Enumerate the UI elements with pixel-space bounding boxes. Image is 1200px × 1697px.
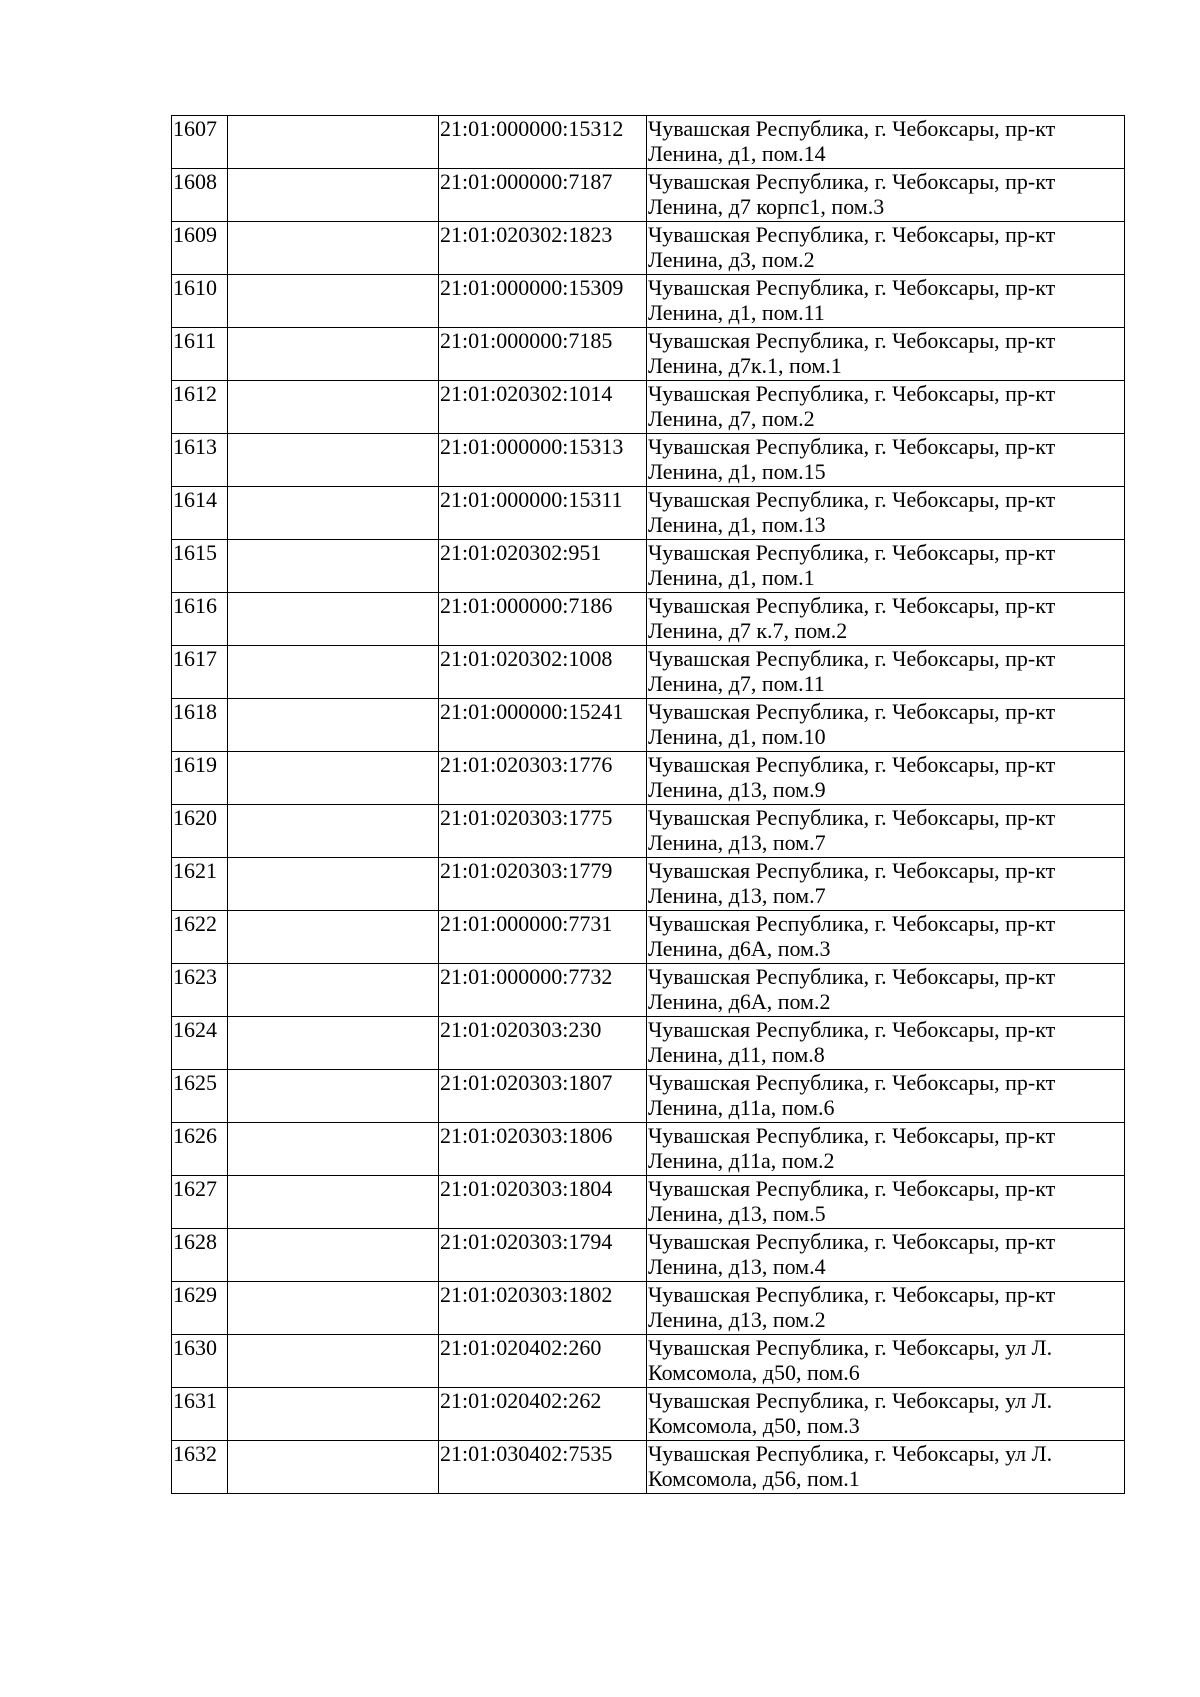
- address-cell: [647, 911, 1125, 964]
- table-row: [172, 169, 1125, 222]
- owner-cell: [228, 381, 439, 434]
- table-row: [172, 275, 1125, 328]
- address-line-2: Ленина, д11а, пом.2: [648, 1148, 835, 1173]
- address-line-1: Чувашская Республика, г. Чебоксары, пр-кт: [648, 434, 1056, 459]
- cadastral-number: 21:01:030402:7535: [439, 1441, 647, 1494]
- address-line-2: Ленина, д13, пом.2: [648, 1307, 826, 1332]
- cadastral-number: 21:01:020303:1794: [439, 1229, 647, 1282]
- address-line-1: Чувашская Республика, г. Чебоксары, пр-кт: [648, 1282, 1056, 1307]
- table-row: [172, 911, 1125, 964]
- address-line-2: Комсомола, д50, пом.6: [648, 1360, 860, 1385]
- address-cell: [647, 1335, 1125, 1388]
- cadastral-number: 21:01:020302:1823: [439, 222, 647, 275]
- table-row: [172, 646, 1125, 699]
- owner-cell: [228, 328, 439, 381]
- address-cell: [647, 1017, 1125, 1070]
- address-line-2: Комсомола, д56, пом.1: [648, 1466, 860, 1491]
- row-number: 1610: [172, 275, 228, 328]
- address-cell: [647, 116, 1125, 169]
- address-line-1: Чувашская Республика, г. Чебоксары, пр-кт: [648, 699, 1056, 724]
- row-number: 1615: [172, 540, 228, 593]
- cadastral-number: 21:01:020303:1807: [439, 1070, 647, 1123]
- cadastral-number: 21:01:020302:951: [439, 540, 647, 593]
- address-line-2: Ленина, д7 к.7, пом.2: [648, 618, 848, 643]
- cadastral-number: 21:01:000000:15309: [439, 275, 647, 328]
- cadastral-number: 21:01:020303:1802: [439, 1282, 647, 1335]
- owner-cell: [228, 275, 439, 328]
- table-row: [172, 752, 1125, 805]
- table-row: [172, 1176, 1125, 1229]
- table-row: [172, 1229, 1125, 1282]
- address-line-1: Чувашская Республика, г. Чебоксары, пр-кт: [648, 540, 1056, 565]
- row-number: 1629: [172, 1282, 228, 1335]
- cadastral-number: 21:01:020402:262: [439, 1388, 647, 1441]
- address-cell: [647, 593, 1125, 646]
- row-number: 1611: [172, 328, 228, 381]
- row-number: 1625: [172, 1070, 228, 1123]
- address-line-2: Ленина, д7 корпс1, пом.3: [648, 194, 885, 219]
- address-cell: [647, 699, 1125, 752]
- address-line-2: Ленина, д7к.1, пом.1: [648, 353, 842, 378]
- address-line-1: Чувашская Республика, г. Чебоксары, ул Л.: [648, 1388, 1053, 1413]
- table-row: [172, 805, 1125, 858]
- address-cell: [647, 434, 1125, 487]
- address-line-2: Ленина, д1, пом.11: [648, 300, 825, 325]
- owner-cell: [228, 1335, 439, 1388]
- address-cell: [647, 964, 1125, 1017]
- address-cell: [647, 275, 1125, 328]
- row-number: 1624: [172, 1017, 228, 1070]
- address-cell: [647, 1282, 1125, 1335]
- table-row: [172, 381, 1125, 434]
- address-line-1: Чувашская Республика, г. Чебоксары, пр-кт: [648, 328, 1056, 353]
- row-number: 1619: [172, 752, 228, 805]
- address-cell: [647, 1176, 1125, 1229]
- address-line-1: Чувашская Республика, г. Чебоксары, пр-кт: [648, 1176, 1056, 1201]
- owner-cell: [228, 646, 439, 699]
- table-row: [172, 1070, 1125, 1123]
- table-row: [172, 487, 1125, 540]
- address-line-2: Ленина, д7, пом.2: [648, 406, 815, 431]
- table-row: [172, 699, 1125, 752]
- owner-cell: [228, 1441, 439, 1494]
- owner-cell: [228, 434, 439, 487]
- cadastral-number: 21:01:020303:1806: [439, 1123, 647, 1176]
- address-line-2: Ленина, д6А, пом.3: [648, 936, 831, 961]
- row-number: 1632: [172, 1441, 228, 1494]
- owner-cell: [228, 169, 439, 222]
- address-cell: [647, 328, 1125, 381]
- address-line-1: Чувашская Республика, г. Чебоксары, пр-кт: [648, 381, 1056, 406]
- address-cell: [647, 805, 1125, 858]
- row-number: 1616: [172, 593, 228, 646]
- address-line-2: Ленина, д1, пом.13: [648, 512, 826, 537]
- owner-cell: [228, 540, 439, 593]
- table-row: [172, 1388, 1125, 1441]
- cadastral-number: 21:01:000000:7732: [439, 964, 647, 1017]
- owner-cell: [228, 699, 439, 752]
- owner-cell: [228, 964, 439, 1017]
- cadastral-number: 21:01:020402:260: [439, 1335, 647, 1388]
- owner-cell: [228, 487, 439, 540]
- address-line-2: Ленина, д13, пом.4: [648, 1254, 826, 1279]
- owner-cell: [228, 593, 439, 646]
- address-cell: [647, 169, 1125, 222]
- cadastral-number: 21:01:000000:15311: [439, 487, 647, 540]
- address-line-2: Ленина, д6А, пом.2: [648, 989, 831, 1014]
- address-line-1: Чувашская Республика, г. Чебоксары, пр-кт: [648, 805, 1056, 830]
- address-cell: [647, 222, 1125, 275]
- address-line-1: Чувашская Республика, г. Чебоксары, пр-кт: [648, 222, 1056, 247]
- address-line-2: Ленина, д13, пом.5: [648, 1201, 826, 1226]
- address-line-1: Чувашская Республика, г. Чебоксары, пр-кт: [648, 1017, 1056, 1042]
- address-cell: [647, 752, 1125, 805]
- row-number: 1621: [172, 858, 228, 911]
- table-row: [172, 328, 1125, 381]
- table-row: [172, 116, 1125, 169]
- cadastral-number: 21:01:020303:1779: [439, 858, 647, 911]
- address-line-2: Ленина, д13, пом.9: [648, 777, 826, 802]
- cadastral-number: 21:01:000000:15313: [439, 434, 647, 487]
- table-row: [172, 593, 1125, 646]
- owner-cell: [228, 752, 439, 805]
- address-line-1: Чувашская Республика, г. Чебоксары, пр-кт: [648, 487, 1056, 512]
- address-line-1: Чувашская Республика, г. Чебоксары, пр-кт: [648, 116, 1056, 141]
- address-cell: [647, 1070, 1125, 1123]
- row-number: 1612: [172, 381, 228, 434]
- row-number: 1618: [172, 699, 228, 752]
- cadastral-number: 21:01:000000:7187: [439, 169, 647, 222]
- row-number: 1628: [172, 1229, 228, 1282]
- address-cell: [647, 1388, 1125, 1441]
- address-line-2: Ленина, д1, пом.10: [648, 724, 826, 749]
- table-row: [172, 1441, 1125, 1494]
- cadastral-number: 21:01:000000:7186: [439, 593, 647, 646]
- address-line-2: Ленина, д13, пом.7: [648, 830, 826, 855]
- cadastral-number: 21:01:000000:15241: [439, 699, 647, 752]
- address-cell: [647, 858, 1125, 911]
- cadastral-number: 21:01:020303:1804: [439, 1176, 647, 1229]
- row-number: 1631: [172, 1388, 228, 1441]
- address-line-2: Ленина, д13, пом.7: [648, 883, 826, 908]
- cadastral-number: 21:01:020302:1008: [439, 646, 647, 699]
- address-cell: [647, 1229, 1125, 1282]
- address-line-1: Чувашская Республика, г. Чебоксары, ул Л.: [648, 1441, 1053, 1466]
- cadastral-number: 21:01:020302:1014: [439, 381, 647, 434]
- table-row: [172, 540, 1125, 593]
- cadastral-number: 21:01:000000:7185: [439, 328, 647, 381]
- address-line-1: Чувашская Республика, г. Чебоксары, пр-кт: [648, 911, 1056, 936]
- address-cell: [647, 1123, 1125, 1176]
- address-line-1: Чувашская Республика, г. Чебоксары, пр-кт: [648, 1123, 1056, 1148]
- cadastral-number: 21:01:000000:15312: [439, 116, 647, 169]
- table-row: [172, 1282, 1125, 1335]
- address-line-2: Ленина, д11а, пом.6: [648, 1095, 835, 1120]
- address-line-1: Чувашская Республика, г. Чебоксары, пр-кт: [648, 964, 1056, 989]
- table-row: [172, 1335, 1125, 1388]
- table-row: [172, 1017, 1125, 1070]
- address-line-1: Чувашская Республика, г. Чебоксары, пр-кт: [648, 169, 1056, 194]
- address-line-1: Чувашская Республика, г. Чебоксары, пр-кт: [648, 593, 1056, 618]
- row-number: 1613: [172, 434, 228, 487]
- address-line-2: Комсомола, д50, пом.3: [648, 1413, 860, 1438]
- address-line-1: Чувашская Республика, г. Чебоксары, ул Л.: [648, 1335, 1053, 1360]
- owner-cell: [228, 911, 439, 964]
- table-row: [172, 858, 1125, 911]
- owner-cell: [228, 858, 439, 911]
- owner-cell: [228, 1070, 439, 1123]
- address-line-1: Чувашская Республика, г. Чебоксары, пр-кт: [648, 646, 1056, 671]
- cadastral-number: 21:01:020303:1775: [439, 805, 647, 858]
- row-number: 1609: [172, 222, 228, 275]
- row-number: 1608: [172, 169, 228, 222]
- address-line-1: Чувашская Республика, г. Чебоксары, пр-кт: [648, 752, 1056, 777]
- address-line-1: Чувашская Республика, г. Чебоксары, пр-кт: [648, 275, 1056, 300]
- address-line-2: Ленина, д3, пом.2: [648, 247, 815, 272]
- address-line-1: Чувашская Республика, г. Чебоксары, пр-кт: [648, 1070, 1056, 1095]
- row-number: 1630: [172, 1335, 228, 1388]
- address-cell: [647, 1441, 1125, 1494]
- address-line-1: Чувашская Республика, г. Чебоксары, пр-кт: [648, 1229, 1056, 1254]
- row-number: 1627: [172, 1176, 228, 1229]
- row-number: 1626: [172, 1123, 228, 1176]
- address-cell: [647, 540, 1125, 593]
- table-row: [172, 434, 1125, 487]
- table-row: [172, 964, 1125, 1017]
- owner-cell: [228, 1282, 439, 1335]
- owner-cell: [228, 805, 439, 858]
- address-line-2: Ленина, д1, пом.14: [648, 141, 826, 166]
- table-row: [172, 1123, 1125, 1176]
- owner-cell: [228, 1229, 439, 1282]
- row-number: 1622: [172, 911, 228, 964]
- row-number: 1617: [172, 646, 228, 699]
- row-number: 1620: [172, 805, 228, 858]
- owner-cell: [228, 222, 439, 275]
- cadastral-number: 21:01:000000:7731: [439, 911, 647, 964]
- row-number: 1614: [172, 487, 228, 540]
- address-line-2: Ленина, д1, пом.15: [648, 459, 826, 484]
- address-line-2: Ленина, д1, пом.1: [648, 565, 815, 590]
- owner-cell: [228, 1123, 439, 1176]
- owner-cell: [228, 1388, 439, 1441]
- table-row: [172, 222, 1125, 275]
- owner-cell: [228, 116, 439, 169]
- row-number: 1623: [172, 964, 228, 1017]
- address-line-1: Чувашская Республика, г. Чебоксары, пр-кт: [648, 858, 1056, 883]
- owner-cell: [228, 1176, 439, 1229]
- address-cell: [647, 381, 1125, 434]
- address-cell: [647, 646, 1125, 699]
- address-line-2: Ленина, д11, пом.8: [648, 1042, 825, 1067]
- cadastral-number: 21:01:020303:230: [439, 1017, 647, 1070]
- row-number: 1607: [172, 116, 228, 169]
- cadastral-number: 21:01:020303:1776: [439, 752, 647, 805]
- address-cell: [647, 487, 1125, 540]
- owner-cell: [228, 1017, 439, 1070]
- property-registry-table: [171, 115, 1125, 1494]
- registry-table-body: [172, 116, 1125, 1494]
- address-line-2: Ленина, д7, пом.11: [648, 671, 825, 696]
